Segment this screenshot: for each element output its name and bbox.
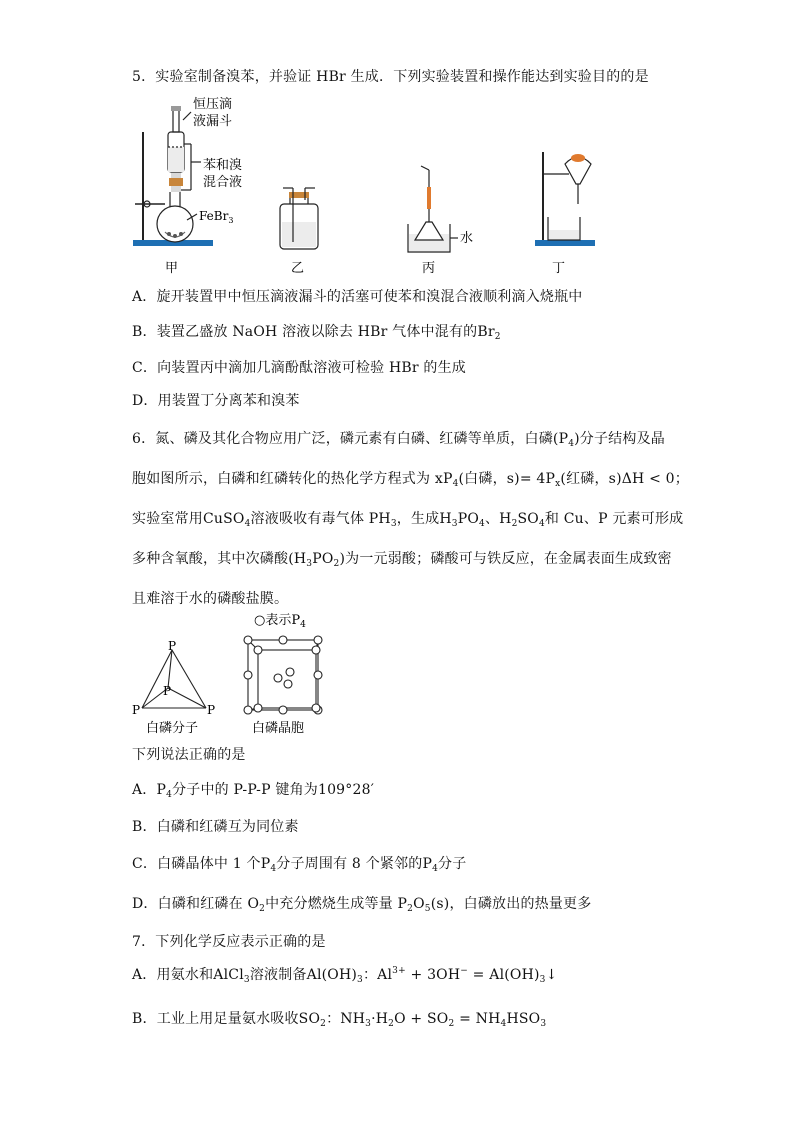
- caption-jia: 甲: [165, 261, 179, 276]
- q5-option-b: B．装置乙盛放 NaOH 溶液以除去 HBr 气体中混有的$Br_2$: [132, 324, 501, 342]
- q5-stem: 5．实验室制备溴苯，并验证 HBr 生成．下列实验装置和操作能达到实验目的的是: [132, 69, 649, 85]
- apparatus-yi: [280, 188, 318, 249]
- cell-legend: ○表示$P_4$: [254, 613, 306, 630]
- water-label: 水: [460, 231, 474, 246]
- white-phosphorus-unit-cell: [244, 636, 322, 714]
- caption-bing: 丙: [422, 261, 436, 276]
- caption-ding: 丁: [552, 261, 566, 276]
- q6-stem-line-3: 实验室常用CuSO$_4$溶液吸收有毒气体 $PH_3$，生成$H_3PO_4$、$H_2SO_4$和 Cu、P 元素可形成: [132, 511, 684, 529]
- q5-apparatus-figure: [125, 92, 605, 282]
- q5-option-c: C．向装置丙中滴加几滴酚酞溶液可检验 HBr 的生成: [132, 360, 467, 376]
- atom-p-center: P: [163, 684, 172, 698]
- apparatus-bing: [408, 166, 458, 252]
- q7-stem: 7．下列化学反应表示正确的是: [132, 934, 326, 950]
- cell-caption: 白磷晶胞: [252, 721, 305, 736]
- q7-option-b: B．工业上用足量氨水吸收$SO_2$：$NH_3\cdot H_2O + SO_2 = NH_4HSO_3$: [132, 1011, 547, 1029]
- q5-option-d: D．用装置丁分离苯和溴苯: [132, 393, 300, 409]
- q6-stem-line-1: 6．氮、磷及其化合物应用广泛，磷元素有白磷、红磷等单质，白磷$(P_4)$分子结构及晶: [132, 431, 665, 449]
- q7-option-a: A．用氨水和AlCl$_3$溶液制备$Al(OH)_3$：$Al^{3+} + 3OH^-$ = $Al(OH)_3↓$: [132, 966, 558, 985]
- q6-stem-line-4: 多种含氧酸，其中次磷酸$(H_3PO_2)$为一元弱酸；磷酸可与铁反应，在金属表面生成致密: [132, 551, 672, 569]
- q6-option-b: B．白磷和红磷互为同位素: [132, 819, 299, 835]
- white-phosphorus-molecule: [142, 650, 206, 708]
- atom-p-left: P: [132, 703, 141, 717]
- q6-option-c: C．白磷晶体中 1 个$P_4$分子周围有 8 个紧邻的$P_4$分子: [132, 856, 467, 874]
- mix-label-1: 苯和溴: [203, 158, 243, 173]
- funnel-label-1: 恒压滴: [193, 97, 233, 112]
- q6-stem-line-5: 且难溶于水的磷酸盐膜。: [132, 591, 289, 607]
- q5-option-a: A．旋开装置甲中恒压滴液漏斗的活塞可使苯和溴混合液顺利滴入烧瓶中: [132, 289, 583, 305]
- q6-option-a: A．$P_4$分子中的 P-P-P 键角为109°28′: [132, 782, 375, 800]
- funnel-label-2: 液漏斗: [193, 114, 233, 129]
- q6-option-d: D．白磷和红磷在 $O_2$中充分燃烧生成等量 $P_2O_5(s)$，白磷放出的热量更多: [132, 896, 592, 914]
- q6-stem-line-2: 胞如图所示，白磷和红磷转化的热化学方程式为 $xP_4$(白磷，$s)= 4P_x$(红磷，s)ΔH < 0；: [132, 471, 689, 489]
- caption-yi: 乙: [291, 261, 305, 276]
- molecule-caption: 白磷分子: [146, 721, 199, 736]
- atom-p-right: P: [207, 703, 216, 717]
- mix-label-2: 混合液: [203, 175, 243, 190]
- catalyst-label: FeBr$_3$: [199, 209, 234, 225]
- atom-p-top: P: [168, 639, 177, 653]
- q6-question: 下列说法正确的是: [132, 747, 246, 763]
- q6-phosphorus-figure: [128, 610, 348, 740]
- apparatus-ding: [535, 152, 595, 246]
